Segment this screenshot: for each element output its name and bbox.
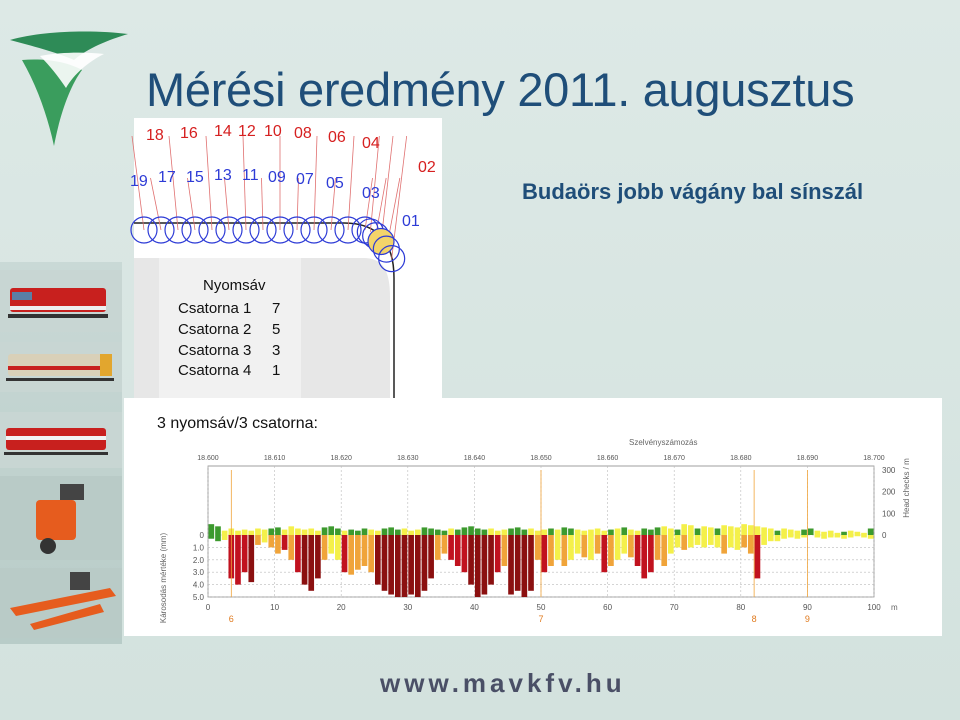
head-check-bar bbox=[488, 529, 494, 536]
x-tick-label: 80 bbox=[736, 603, 746, 612]
head-check-bar bbox=[555, 530, 561, 535]
head-check-bar bbox=[508, 529, 514, 536]
depth-bar bbox=[468, 535, 474, 585]
depth-bar bbox=[255, 535, 261, 545]
head-check-bar bbox=[275, 527, 281, 535]
head-check-bar bbox=[621, 527, 627, 535]
head-check-bar bbox=[541, 530, 547, 535]
head-check-bar bbox=[362, 529, 368, 536]
measurement-trolley-photo bbox=[0, 476, 122, 560]
x-tick-label: 0 bbox=[205, 603, 211, 612]
legend-row-value: 7 bbox=[272, 300, 281, 317]
head-check-bar bbox=[861, 533, 867, 535]
depth-bar bbox=[655, 535, 661, 560]
head-check-bar bbox=[728, 526, 734, 535]
head-check-bar bbox=[528, 529, 534, 536]
depth-bar bbox=[482, 535, 488, 595]
head-check-bar bbox=[262, 530, 268, 535]
top-tick-label: 18.600 bbox=[197, 455, 219, 462]
depth-bar bbox=[828, 535, 834, 537]
head-check-bar bbox=[675, 530, 681, 535]
head-check-bar bbox=[248, 531, 254, 535]
depth-bar bbox=[601, 535, 607, 572]
depth-bar bbox=[868, 535, 874, 539]
depth-bar bbox=[535, 535, 541, 560]
probe-label: 06 bbox=[328, 129, 346, 146]
head-check-bar bbox=[815, 531, 821, 535]
depth-bar bbox=[422, 535, 428, 591]
head-check-bar bbox=[368, 530, 374, 535]
depth-bar bbox=[495, 535, 501, 572]
top-tick-label: 18.690 bbox=[796, 455, 819, 462]
depth-bar bbox=[295, 535, 301, 572]
legend-title: Nyomsáv bbox=[203, 277, 266, 294]
head-check-bar bbox=[828, 531, 834, 535]
y-tick-label: 3.0 bbox=[192, 568, 204, 578]
depth-bar bbox=[541, 535, 547, 572]
y-tick-label: 4.0 bbox=[192, 580, 204, 590]
head-check-bar bbox=[608, 530, 614, 535]
depth-bar bbox=[835, 535, 841, 537]
depth-bar bbox=[588, 535, 594, 560]
head-check-bar bbox=[415, 530, 421, 535]
depth-bar bbox=[775, 535, 781, 541]
top-tick-label: 18.700 bbox=[863, 455, 885, 462]
head-check-bar bbox=[848, 531, 854, 535]
head-check-bar bbox=[355, 531, 361, 535]
depth-bar bbox=[415, 535, 421, 597]
probe-label: 16 bbox=[180, 125, 198, 142]
head-check-bar bbox=[302, 530, 308, 535]
depth-bar bbox=[315, 535, 321, 578]
probe-label: 08 bbox=[294, 125, 312, 142]
head-check-bar bbox=[648, 530, 654, 535]
head-check-bar bbox=[322, 527, 328, 535]
head-check-bar bbox=[442, 531, 448, 535]
depth-bar bbox=[308, 535, 314, 591]
x-tick-label: 100 bbox=[867, 603, 881, 612]
head-check-bar bbox=[242, 530, 248, 535]
probe-label: 05 bbox=[326, 175, 344, 192]
head-check-bar bbox=[462, 527, 468, 535]
legend-row-value: 3 bbox=[272, 342, 281, 359]
depth-bar bbox=[475, 535, 481, 597]
probe-ray bbox=[381, 136, 393, 242]
head-check-bar bbox=[701, 526, 707, 535]
probe-label: 18 bbox=[146, 127, 164, 144]
depth-bar bbox=[515, 535, 521, 591]
head-check-bar bbox=[288, 526, 294, 535]
marker-label: 8 bbox=[751, 614, 757, 624]
depth-bar bbox=[528, 535, 534, 591]
top-tick-label: 18.610 bbox=[263, 455, 286, 462]
head-check-bar bbox=[575, 530, 581, 535]
head-check-bar bbox=[581, 531, 587, 535]
depth-bar bbox=[815, 535, 821, 537]
legend-row-value: 1 bbox=[272, 362, 281, 379]
depth-bar bbox=[208, 535, 214, 539]
head-check-bar bbox=[282, 530, 288, 535]
right-axis-title: Head checks / m bbox=[902, 458, 911, 518]
depth-bar bbox=[761, 535, 767, 545]
depth-bar bbox=[355, 535, 361, 570]
head-check-bar bbox=[335, 529, 341, 536]
top-tick-label: 18.660 bbox=[596, 455, 619, 462]
depth-bar bbox=[721, 535, 727, 554]
head-check-bar bbox=[868, 529, 874, 536]
mav-logo bbox=[4, 26, 132, 154]
depth-bar bbox=[288, 535, 294, 560]
legend-row bbox=[178, 300, 281, 317]
depth-bar bbox=[728, 535, 734, 547]
slide-title: Mérési eredmény 2011. augusztus bbox=[146, 63, 855, 116]
probe-ray bbox=[206, 136, 212, 230]
depth-bar bbox=[555, 535, 561, 560]
x-tick-label: 30 bbox=[403, 603, 413, 612]
head-check-bar bbox=[502, 530, 508, 535]
passenger-car-photo bbox=[0, 342, 122, 392]
depth-bar bbox=[668, 535, 674, 554]
head-check-bar bbox=[422, 527, 428, 535]
probe-ray bbox=[225, 178, 230, 230]
depth-bar bbox=[661, 535, 667, 566]
head-check-bar bbox=[801, 530, 807, 535]
depth-bar bbox=[442, 535, 448, 554]
head-check-bar bbox=[348, 530, 354, 535]
depth-bar bbox=[368, 535, 374, 572]
depth-bar bbox=[788, 535, 794, 537]
probe-label: 11 bbox=[242, 167, 259, 184]
head-check-bar bbox=[402, 529, 408, 536]
x-tick-label: 50 bbox=[536, 603, 546, 612]
probe-label: 17 bbox=[158, 169, 176, 186]
head-check-bar bbox=[342, 531, 348, 535]
depth-bar bbox=[628, 535, 634, 557]
head-check-bar bbox=[268, 529, 274, 536]
depth-bar bbox=[648, 535, 654, 572]
depth-bar bbox=[242, 535, 248, 572]
head-check-bar bbox=[535, 531, 541, 535]
head-check-bar bbox=[448, 529, 454, 536]
depth-bar bbox=[821, 535, 827, 539]
head-check-bar bbox=[588, 530, 594, 535]
head-check-bar bbox=[255, 529, 261, 536]
depth-bar bbox=[608, 535, 614, 566]
depth-bar bbox=[708, 535, 714, 545]
probe-label: 03 bbox=[362, 185, 380, 202]
marker-label: 9 bbox=[804, 614, 810, 624]
depth-bar bbox=[755, 535, 761, 578]
depth-bar bbox=[855, 535, 861, 536]
head-check-bar bbox=[388, 527, 394, 535]
right-tick-label: 100 bbox=[882, 509, 896, 519]
head-check-bar bbox=[755, 526, 761, 535]
depth-bar bbox=[681, 535, 687, 550]
head-check-bar bbox=[222, 531, 228, 535]
head-check-bar bbox=[295, 529, 301, 536]
legend-row bbox=[178, 321, 281, 338]
head-check-bar bbox=[655, 527, 661, 535]
depth-bar bbox=[575, 535, 581, 554]
head-check-bar bbox=[841, 532, 847, 535]
head-check-bar bbox=[308, 529, 314, 536]
head-check-bar bbox=[375, 531, 381, 535]
chart-heading: 3 nyomsáv/3 csatorna: bbox=[157, 415, 318, 432]
marker-label: 6 bbox=[228, 614, 234, 624]
head-check-bar-chart bbox=[124, 398, 942, 636]
x-tick-label: 10 bbox=[270, 603, 280, 612]
depth-bar bbox=[395, 535, 401, 597]
head-check-bar bbox=[475, 529, 481, 536]
legend-row-label: Csatorna 4 bbox=[178, 362, 252, 379]
head-check-bar bbox=[735, 527, 741, 535]
depth-bar bbox=[235, 535, 241, 585]
top-tick-label: 18.680 bbox=[730, 455, 752, 462]
depth-bar bbox=[741, 535, 747, 547]
depth-bar bbox=[322, 535, 328, 560]
head-check-bar bbox=[315, 531, 321, 535]
head-check-bar bbox=[235, 531, 241, 535]
head-check-bar bbox=[775, 531, 781, 535]
head-check-bar bbox=[428, 529, 434, 536]
head-check-bar bbox=[568, 529, 574, 536]
depth-bar bbox=[402, 535, 408, 597]
head-check-bar bbox=[635, 531, 641, 535]
probe-label: 13 bbox=[214, 167, 232, 184]
depth-bar bbox=[581, 535, 587, 557]
head-check-bar bbox=[408, 531, 414, 535]
depth-bar bbox=[328, 535, 334, 554]
head-check-bar bbox=[781, 529, 787, 536]
depth-bar bbox=[548, 535, 554, 566]
head-check-bar bbox=[855, 532, 861, 535]
depth-bar bbox=[388, 535, 394, 595]
depth-bar bbox=[448, 535, 454, 560]
depth-bar bbox=[768, 535, 774, 541]
train-photo-strip bbox=[0, 262, 122, 644]
probe-label: 15 bbox=[186, 169, 204, 186]
depth-bar bbox=[621, 535, 627, 554]
legend-row bbox=[178, 362, 281, 379]
depth-bar bbox=[695, 535, 701, 545]
depth-bar bbox=[801, 535, 807, 537]
depth-bar bbox=[715, 535, 721, 547]
head-check-bar bbox=[548, 529, 554, 536]
head-check-bar bbox=[628, 530, 634, 535]
depth-bar bbox=[375, 535, 381, 585]
y-tick-label: 1.0 bbox=[192, 543, 204, 553]
head-check-bar bbox=[395, 530, 401, 535]
slide-subtitle: Budaörs jobb vágány bal sínszál bbox=[522, 179, 864, 204]
depth-bar bbox=[268, 535, 274, 547]
x-unit-label: m bbox=[891, 603, 898, 612]
head-check-bar bbox=[482, 530, 488, 535]
depth-bar bbox=[561, 535, 567, 566]
depth-bar bbox=[215, 535, 221, 541]
head-check-bar bbox=[522, 530, 528, 535]
head-check-bar bbox=[688, 525, 694, 535]
top-tick-label: 18.650 bbox=[530, 455, 552, 462]
depth-bar bbox=[688, 535, 694, 547]
y-tick-label: 0 bbox=[199, 531, 204, 540]
legend-row-value: 5 bbox=[272, 321, 281, 338]
probe-label: 10 bbox=[264, 123, 282, 140]
right-tick-label: 0 bbox=[882, 531, 887, 540]
x-tick-label: 90 bbox=[802, 603, 812, 612]
x-tick-label: 70 bbox=[669, 603, 679, 612]
head-check-bar bbox=[561, 527, 567, 535]
depth-bar bbox=[488, 535, 494, 585]
head-check-bar bbox=[515, 527, 521, 535]
head-check-bar bbox=[835, 533, 841, 535]
probe-label: 09 bbox=[268, 169, 286, 186]
probe-ray bbox=[348, 136, 354, 230]
head-check-bar bbox=[382, 529, 388, 536]
head-check-bar bbox=[495, 531, 501, 535]
probe-label: 04 bbox=[362, 135, 380, 152]
depth-bar bbox=[275, 535, 281, 554]
depth-bar bbox=[455, 535, 461, 566]
depth-bar bbox=[595, 535, 601, 554]
head-check-bar bbox=[748, 525, 754, 535]
track-gauge-photo bbox=[0, 568, 122, 638]
legend-row bbox=[178, 342, 281, 359]
depth-bar bbox=[522, 535, 528, 597]
depth-bar bbox=[348, 535, 354, 575]
x-tick-label: 60 bbox=[603, 603, 613, 612]
head-check-bar bbox=[681, 524, 687, 535]
top-tick-label: 18.620 bbox=[330, 455, 352, 462]
probe-label: 02 bbox=[418, 159, 436, 176]
head-check-bar bbox=[721, 525, 727, 535]
legend-row-label: Csatorna 3 bbox=[178, 342, 252, 359]
depth-bar bbox=[781, 535, 787, 539]
marker-label: 7 bbox=[538, 614, 544, 624]
depth-bar bbox=[362, 535, 368, 566]
probe-label: 01 bbox=[402, 213, 420, 230]
head-check-bar bbox=[435, 530, 441, 535]
y-tick-label: 2.0 bbox=[192, 555, 204, 565]
depth-bar bbox=[382, 535, 388, 591]
x-tick-label: 20 bbox=[336, 603, 346, 612]
top-tick-label: 18.640 bbox=[463, 455, 486, 462]
depth-bar bbox=[462, 535, 468, 572]
head-check-bar bbox=[208, 524, 214, 535]
head-check-bar bbox=[795, 531, 801, 535]
head-check-bar bbox=[708, 527, 714, 535]
depth-bar bbox=[248, 535, 254, 582]
depth-bar bbox=[641, 535, 647, 578]
y-tick-label: 5.0 bbox=[192, 593, 204, 602]
depth-bar bbox=[508, 535, 514, 595]
probe-label: 14 bbox=[214, 123, 232, 140]
depth-bar bbox=[675, 535, 681, 547]
probe-label: 19 bbox=[130, 173, 148, 190]
depth-bar bbox=[701, 535, 707, 547]
head-check-bar bbox=[768, 529, 774, 536]
depth-bar bbox=[222, 535, 228, 540]
depth-bar bbox=[615, 535, 621, 560]
depth-bar bbox=[428, 535, 434, 578]
probe-ray bbox=[262, 178, 264, 230]
head-check-bar bbox=[328, 526, 334, 535]
depth-bar bbox=[861, 535, 867, 537]
footer-url: www.mavkfv.hu bbox=[380, 668, 626, 698]
head-check-bar bbox=[595, 529, 601, 536]
head-check-bar bbox=[641, 529, 647, 536]
depth-bar bbox=[635, 535, 641, 566]
locomotive-photo bbox=[0, 270, 122, 332]
head-check-bar bbox=[468, 526, 474, 535]
depth-bar bbox=[282, 535, 288, 550]
top-axis-title: Szelvényszámozás bbox=[629, 438, 698, 447]
depth-bar bbox=[435, 535, 441, 560]
head-check-bar bbox=[601, 531, 607, 535]
right-tick-label: 200 bbox=[882, 487, 896, 497]
probe-label: 12 bbox=[238, 123, 256, 140]
head-check-bar bbox=[215, 526, 221, 535]
head-check-bar bbox=[741, 524, 747, 535]
depth-bar bbox=[502, 535, 508, 566]
legend-row-label: Csatorna 1 bbox=[178, 300, 252, 317]
probe-ray bbox=[314, 136, 317, 230]
head-check-bar bbox=[668, 529, 674, 536]
left-axis-title: Károsodás mértéke (mm) bbox=[159, 532, 168, 624]
head-check-bar bbox=[455, 530, 461, 535]
depth-bar bbox=[342, 535, 348, 572]
head-check-bar bbox=[661, 526, 667, 535]
x-tick-label: 40 bbox=[469, 603, 479, 612]
head-check-bar bbox=[695, 529, 701, 536]
head-check-bar bbox=[761, 527, 767, 535]
depth-bar bbox=[302, 535, 308, 585]
depth-bar bbox=[262, 535, 268, 542]
right-tick-label: 300 bbox=[882, 466, 896, 475]
head-check-bar bbox=[615, 529, 621, 536]
depth-bar bbox=[848, 535, 854, 537]
head-check-bar bbox=[715, 529, 721, 536]
head-check-bar bbox=[821, 532, 827, 535]
depth-bar bbox=[568, 535, 574, 560]
head-check-bar bbox=[788, 530, 794, 535]
probe-label: 07 bbox=[296, 171, 314, 188]
depth-bar bbox=[841, 535, 847, 539]
depth-bar bbox=[748, 535, 754, 554]
top-tick-label: 18.670 bbox=[663, 455, 685, 462]
depth-bar bbox=[795, 535, 801, 539]
depth-bar bbox=[408, 535, 414, 595]
probe-labels bbox=[130, 123, 436, 230]
depth-bar bbox=[735, 535, 741, 550]
railcar-photo bbox=[0, 412, 122, 468]
head-check-bar bbox=[808, 529, 814, 536]
top-tick-label: 18.630 bbox=[397, 455, 419, 462]
depth-bar bbox=[335, 535, 341, 560]
legend-row-label: Csatorna 2 bbox=[178, 321, 252, 338]
